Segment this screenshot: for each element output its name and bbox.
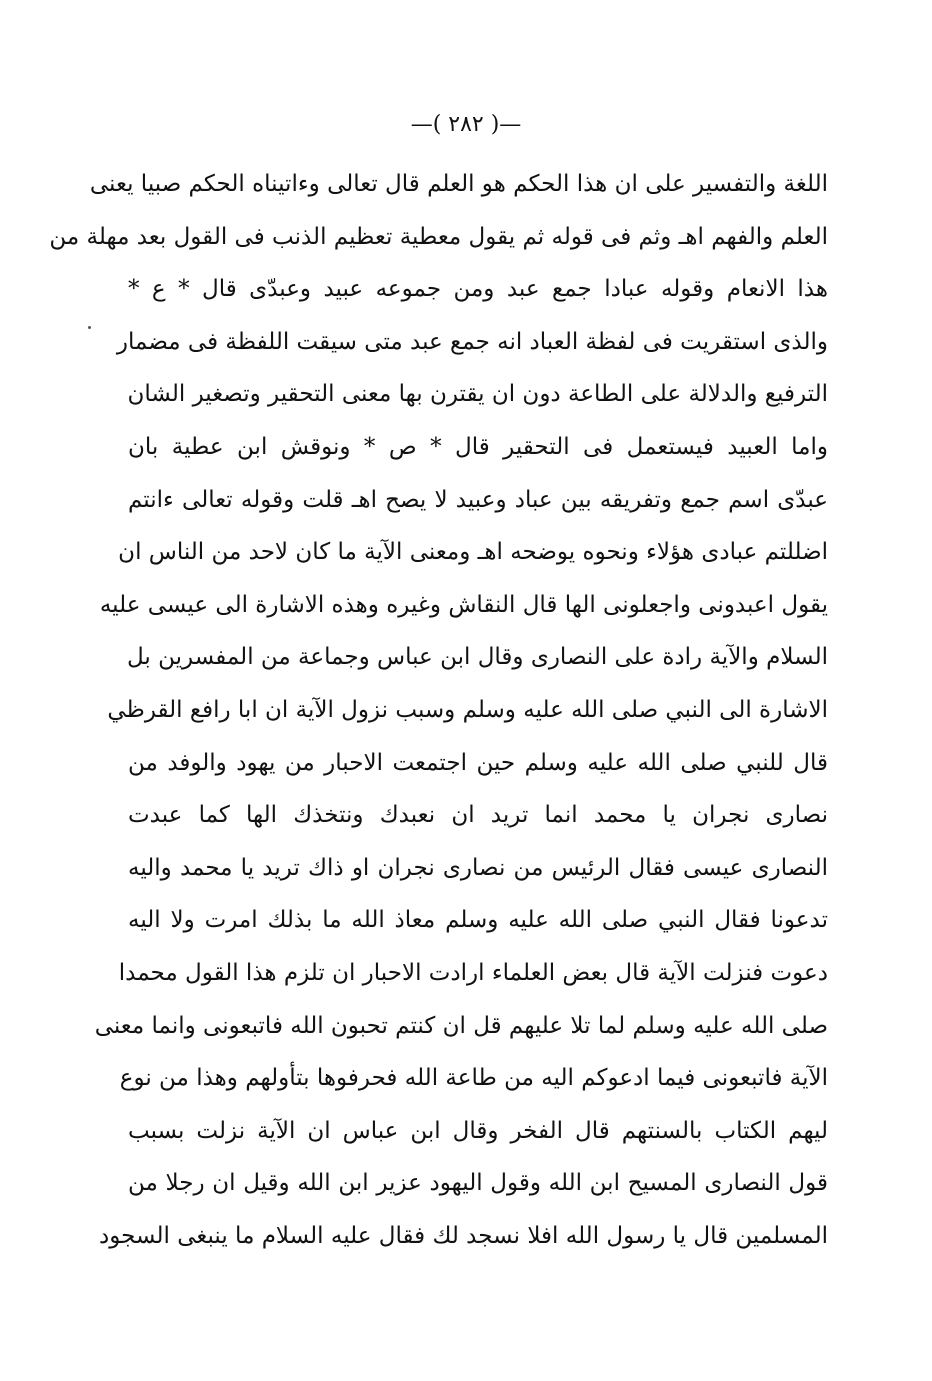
text-line: العلم والفهم اهـ وثم فى قوله ثم يقول معطية تعظيم الذنب فى القول بعد مهلة من (49, 223, 828, 250)
text-line: هذا الانعام وقوله عبادا جمع عبد ومن جموعه عبيد وعبدّى قال * ع * (128, 276, 828, 303)
text-line: النصارى عيسى فقال الرئيس من نصارى نجران او ذاك تريد يا محمد واليه (128, 854, 828, 881)
text-line: اللغة والتفسير على ان هذا الحكم هو العلم قال تعالى وءاتيناه الحكم صبيا يعنى (89, 171, 828, 197)
text-line: دعوت فنزلت الآية قال بعض العلماء ارادت الاحبار ان تلزم هذا القول محمدا (118, 959, 828, 986)
text-line: واما العبيد فيستعمل فى التحقير قال * ص * ونوقش ابن عطية بان (128, 433, 828, 460)
text-line: تدعونا فقال النبي صلى الله عليه وسلم معاذ الله ما بذلك امرت ولا اليه (128, 907, 828, 934)
text-line: ليهم الكتاب بالسنتهم قال الفخر وقال ابن عباس ان الآية نزلت بسبب (128, 1117, 828, 1144)
text-line: اضللتم عبادى هؤلاء ونحوه يوضحه اهـ ومعنى الآية ما كان لاحد من الناس ان (118, 539, 828, 566)
text-line: قال للنبي صلى الله عليه وسلم حين اجتمعت الاحبار من يهود والوفد من (128, 749, 828, 776)
text-line: الآية فاتبعونى فيما ادعوكم اليه من طاعة الله فحرفوها بتأولهم وهذا من نوع (119, 1065, 828, 1092)
text-line: المسلمين قال يا رسول الله افلا نسجد لك فقال عليه السلام ما ينبغى السجود (99, 1222, 828, 1249)
page-number: —( ٢٨٢ )— (410, 112, 522, 137)
text-line: والذى استقريت فى لفظة العباد انه جمع عبد متى سيقت اللفظة فى مضمار (116, 328, 828, 355)
margin-mark (88, 326, 91, 329)
text-line: الاشارة الى النبي صلى الله عليه وسلم وسبب نزول الآية ان ابا رافع القرظي (107, 696, 828, 723)
text-line: نصارى نجران يا محمد انما تريد ان نعبدك ونتخذك الها كما عبدت (128, 802, 828, 829)
text-line: الترفيع والدلالة على الطاعة دون ان يقترن بها معنى التحقير وتصغير الشان (127, 381, 828, 408)
text-line: صلى الله عليه وسلم لما تلا عليهم قل ان كنتم تحبون الله فاتبعونى وانما معنى (94, 1012, 828, 1039)
text-line: عبدّى اسم جمع وتفريقه بين عباد وعبيد لا يصح اهـ قلت وقوله تعالى ءانتم (128, 486, 828, 513)
text-line: قول النصارى المسيح ابن الله وقول اليهود عزير ابن الله وقيل ان رجلا من (128, 1170, 828, 1197)
text-line: السلام والآية رادة على النصارى وقال ابن عباس وجماعة من المفسرين بل (127, 644, 828, 671)
body-text (49, 158, 828, 1262)
text-line: يقول اعبدونى واجعلونى الها قال النقاش وغيره وهذه الاشارة الى عيسى عليه (99, 591, 828, 618)
